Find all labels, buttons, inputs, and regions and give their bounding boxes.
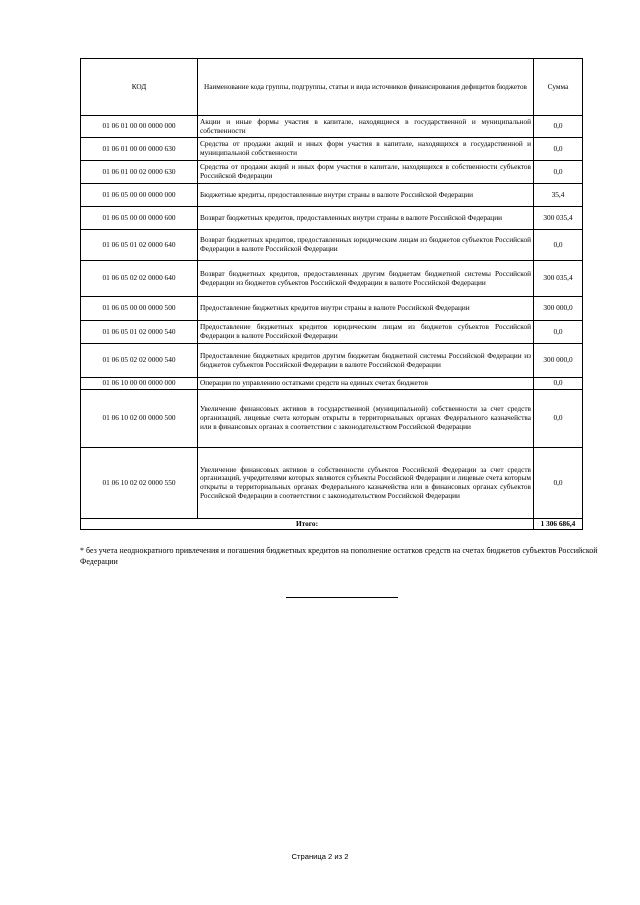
separator-line — [286, 597, 398, 598]
row-name: Предоставление бюджетных кредитов внутри страны в валюте Российской Федерации — [198, 297, 534, 321]
row-code: 01 06 10 00 00 0000 000 — [81, 378, 198, 390]
row-amount: 0,0 — [534, 448, 583, 519]
row-code: 01 06 01 00 00 0000 630 — [81, 138, 198, 161]
row-name: Увеличение финансовых активов в государственной (муниципальной) собственности за счет средств организаций, лицевые счета которым открыты в территориальных органах Федерального казначейства или в финансовых органах в соответствии с законодательством Российской Федерации — [198, 390, 534, 448]
row-amount: 300 035,4 — [534, 261, 583, 297]
row-amount: 0,0 — [534, 161, 583, 184]
row-name: Средства от продажи акций и иных форм участия в капитале, находящихся в собственности субъектов Российской Федерации — [198, 161, 534, 184]
table-row — [81, 390, 583, 448]
table-row — [81, 378, 583, 390]
row-code: 01 06 05 01 02 0000 640 — [81, 230, 198, 261]
row-amount: 35,4 — [534, 184, 583, 207]
row-name: Операции по управлению остатками средств на единых счетах бюджетов — [198, 378, 534, 390]
row-code: 01 06 01 00 02 0000 630 — [81, 161, 198, 184]
row-amount: 300 000,0 — [534, 297, 583, 321]
row-code: 01 06 05 00 00 0000 500 — [81, 297, 198, 321]
row-code: 01 06 05 00 00 0000 000 — [81, 184, 198, 207]
row-name: Средства от продажи акций и иных форм участия в капитале, находящихся в государственной и муниципальной собственности — [198, 138, 534, 161]
total-amount: 1 306 686,4 — [534, 519, 583, 530]
table-row — [81, 448, 583, 519]
table-row — [81, 344, 583, 378]
row-code: 01 06 05 01 02 0000 540 — [81, 321, 198, 344]
total-label: Итого: — [81, 519, 534, 530]
row-code: 01 06 05 02 02 0000 540 — [81, 344, 198, 378]
total-row — [81, 519, 583, 530]
row-code: 01 06 01 00 00 0000 000 — [81, 116, 198, 138]
footnote: * без учета неоднократного привлечения и погашения бюджетных кредитов на пополнение остатков средств на счетах бюджетов субъектов Российской Федерации — [80, 546, 598, 566]
row-name: Возврат бюджетных кредитов, предоставленных внутри страны в валюте Российской Федерации — [198, 207, 534, 230]
row-code: 01 06 10 02 00 0000 500 — [81, 390, 198, 448]
table-row — [81, 207, 583, 230]
page-number: Страница 2 из 2 — [291, 852, 349, 861]
header-code: КОД — [81, 59, 198, 116]
row-name: Предоставление бюджетных кредитов юридическим лицам из бюджетов субъектов Российской Федерации в валюте Российской Федерации — [198, 321, 534, 344]
row-code: 01 06 05 00 00 0000 600 — [81, 207, 198, 230]
row-amount: 300 000,0 — [534, 344, 583, 378]
row-name: Возврат бюджетных кредитов, предоставленных юридическим лицам из бюджетов субъектов Российской Федерации в валюте Российской Федерации — [198, 230, 534, 261]
row-name: Предоставление бюджетных кредитов другим бюджетам бюджетной системы Российской Федерации из бюджетов субъектов Российской Федерации в валюте Российской Федерации — [198, 344, 534, 378]
row-code: 01 06 10 02 02 0000 550 — [81, 448, 198, 519]
row-amount: 300 035,4 — [534, 207, 583, 230]
row-name: Акции и иные формы участия в капитале, находящиеся в государственной и муниципальной собственности — [198, 116, 534, 138]
table-header-row — [81, 59, 583, 116]
row-name: Увеличение финансовых активов в собственности субъектов Российской Федерации за счет средств организаций, учредителями которых являются субъекты Российской Федерации и лицевые счета которым открыты в территориальных органах Федерального казначейства или в финансовых органах субъектов Российской Федерации в соответствии с законодательством Российской Федерации — [198, 448, 534, 519]
table-row — [81, 116, 583, 138]
row-name: Возврат бюджетных кредитов, предоставленных другим бюджетам бюджетной системы Российской Федерации из бюджетов субъектов Российской Федерации в валюте Российской Федерации — [198, 261, 534, 297]
row-amount: 0,0 — [534, 230, 583, 261]
table-row — [81, 321, 583, 344]
row-amount: 0,0 — [534, 378, 583, 390]
table-row — [81, 230, 583, 261]
table-row — [81, 138, 583, 161]
row-name: Бюджетные кредиты, предоставленные внутри страны в валюте Российской Федерации — [198, 184, 534, 207]
row-amount: 0,0 — [534, 138, 583, 161]
row-amount: 0,0 — [534, 116, 583, 138]
header-name: Наименование кода группы, подгруппы, статьи и вида источников финансирования дефицитов бюджетов — [198, 59, 534, 116]
sources-financing-table — [80, 58, 583, 530]
table-row — [81, 161, 583, 184]
row-amount: 0,0 — [534, 390, 583, 448]
table-row — [81, 184, 583, 207]
table-row — [81, 297, 583, 321]
row-code: 01 06 05 02 02 0000 640 — [81, 261, 198, 297]
header-amount: Сумма — [534, 59, 583, 116]
row-amount: 0,0 — [534, 321, 583, 344]
table-row — [81, 261, 583, 297]
